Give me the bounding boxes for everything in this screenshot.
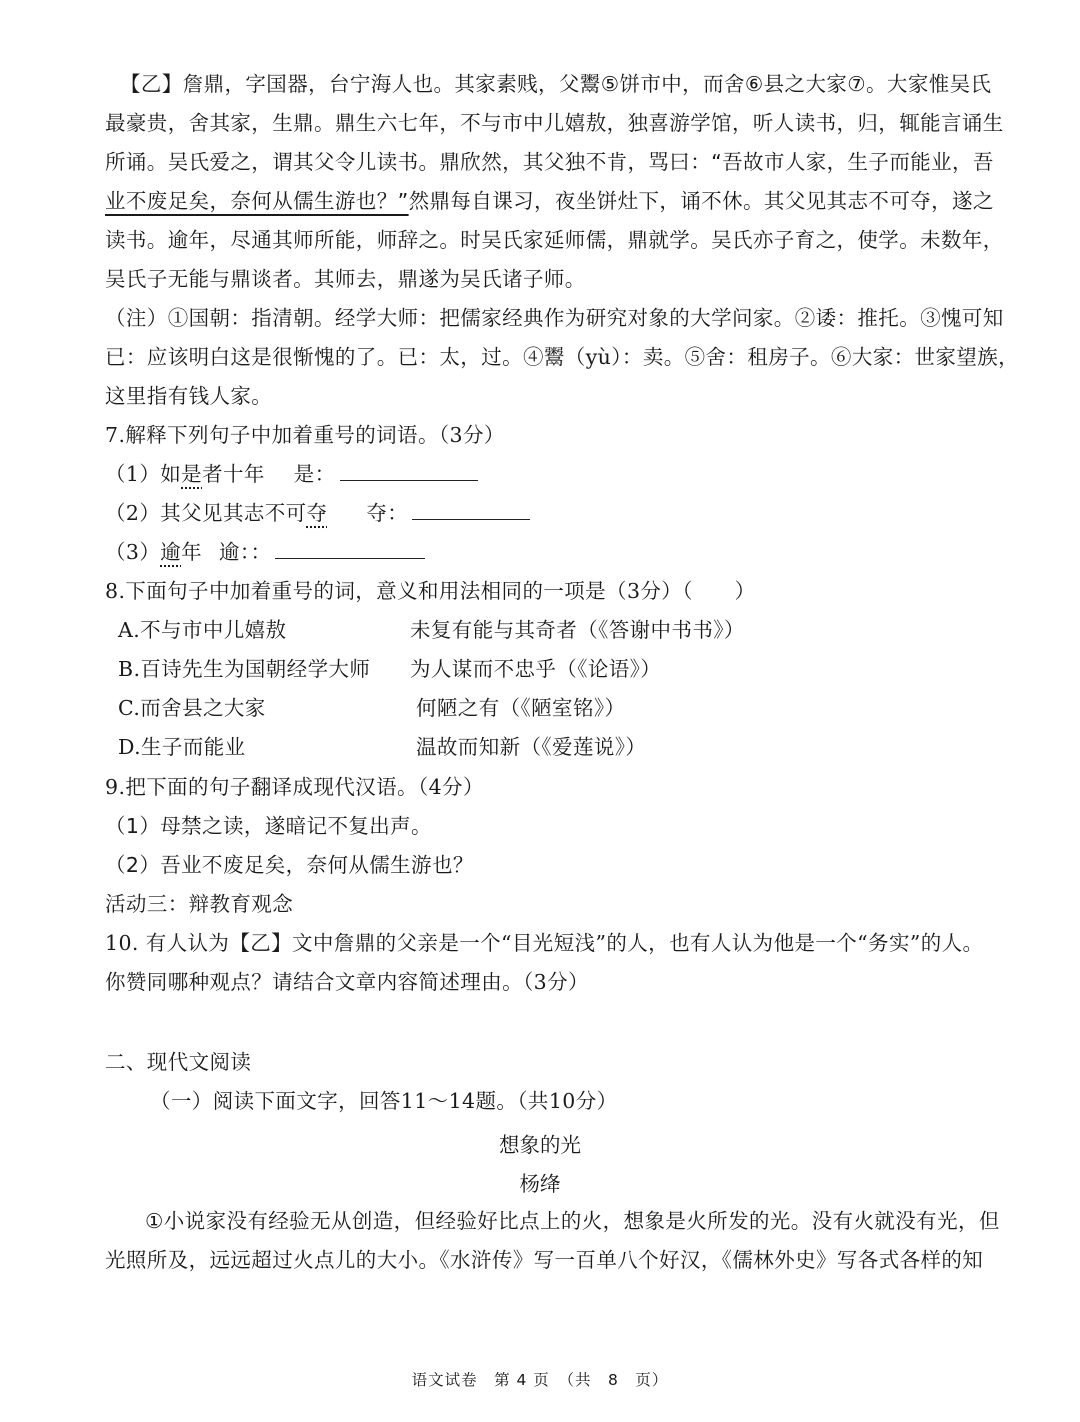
passage-yi-line-1: 【乙】詹鼎，字国器，台宁海人也。其家素贱，父鬻⑤饼市中，而舍⑥县之大家⑦。大家惟吴氏 (120, 72, 992, 96)
q7-item-3-label: 逾：： (218, 540, 272, 564)
q8-option-c-left[interactable]: C.而舍县之大家 (118, 696, 266, 720)
q8-option-c-right: 何陋之有（《陋室铭》） (416, 696, 626, 720)
q7-item-1-answer-blank[interactable] (340, 460, 478, 481)
q7-item-3 (105, 538, 425, 566)
q7-item-1 (105, 460, 478, 488)
q9-item-1: （1）母禁之读，遂暗记不复出声。 (105, 814, 432, 838)
notes-line-1: （注）①国朝：指清朝。经学大师：把儒家经典作为研究对象的大学问家。②诿：推托。③愧可知 (105, 306, 1004, 330)
passage-yi-line-6: 吴氏子无能与鼎谈者。其师去，鼎遂为吴氏诸子师。 (105, 267, 586, 291)
q7-item-3-pre: （3） (105, 540, 161, 564)
q8-option-b-left[interactable]: B.百诗先生为国朝经学大师 (118, 657, 371, 681)
article-para-1-line-2: 光照所及，远远超过火点儿的大小。《水浒传》写一百单八个好汉，《儒林外史》写各式各样的知 (105, 1248, 984, 1272)
q7-title: 7.解释下列句子中加着重号的词语。（3分） (105, 423, 505, 447)
q7-item-2-pre: （2）其父见其志不可 (105, 501, 307, 525)
underlined-sentence: 业不废足矣，奈何从儒生游也？” (105, 189, 409, 213)
q7-item-3-post: 年 (181, 540, 203, 564)
passage-yi-line-2: 最豪贵，舍其家，生鼎。鼎生六七年，不与市中儿嬉敖，独喜游学馆，听人读书，归，辄能言诵生 (105, 111, 1004, 135)
q8-option-d-left[interactable]: D.生子而能业 (118, 735, 246, 759)
notes-line-3: 这里指有钱人家。 (105, 384, 273, 408)
q7-item-2-answer-blank[interactable] (412, 499, 530, 520)
article-author: 杨绛 (519, 1172, 561, 1196)
q8-option-a-left[interactable]: A.不与市中儿嬉敖 (118, 618, 287, 642)
q7-item-2-emph: 夺 (306, 501, 328, 525)
q8-option-d-right: 温故而知新（《爱莲说》） (416, 735, 647, 759)
q8-title: 8.下面句子中加着重号的词，意义和用法相同的一项是（3分）（ ） (105, 579, 756, 603)
q7-item-3-answer-blank[interactable] (275, 538, 425, 559)
q7-item-2 (105, 499, 530, 527)
passage-yi-line-4-rest: 然鼎每自课习，夜坐饼灶下，诵不休。其父见其志不可夺，遂之 (408, 189, 994, 213)
q7-item-1-label: 是： (293, 462, 336, 486)
q7-item-2-label: 夺： (366, 501, 409, 525)
q9-title: 9.把下面的句子翻译成现代汉语。（4分） (105, 775, 484, 799)
passage-yi-line-3: 所诵。吴氏爱之，谓其父令儿读书。鼎欣然，其父独不肯，骂曰：“吾故市人家，生子而能业，吾 (105, 150, 994, 174)
passage-yi-line-5: 读书。逾年，尽通其师所能，师辞之。时吴氏家延师儒，鼎就学。吴氏亦子育之，使学。未数年， (105, 228, 1004, 252)
activity-3-heading: 活动三：辩教育观念 (105, 892, 294, 916)
q10-line-1: 10. 有人认为【乙】文中詹鼎的父亲是一个“目光短浅”的人，也有人认为他是一个“务实”的人。 (105, 931, 984, 955)
q9-item-2: （2）吾业不废足矣，奈何从儒生游也？ (105, 853, 474, 877)
section-2-heading: 二、现代文阅读 (105, 1050, 252, 1074)
q10-line-2: 你赞同哪种观点？请结合文章内容简述理由。（3分） (105, 970, 589, 994)
notes-line-2: 已：应该明白这是很惭愧的了。已：太，过。④鬻（yù）：卖。⑤舍：租房子。⑥大家：世家望族， (105, 345, 1020, 369)
q7-item-3-emph: 逾 (160, 540, 182, 564)
q7-item-1-emph: 是 (181, 462, 203, 486)
article-title: 想象的光 (499, 1133, 581, 1157)
q8-option-b-right: 为人谋而不忠乎（《论语》） (410, 657, 662, 681)
page-footer: 语文试卷 第 4 页 （共 8 页） (411, 1371, 669, 1389)
section-2-subheading: （一）阅读下面文字，回答11～14题。（共10分） (150, 1089, 618, 1113)
q7-item-1-pre: （1）如 (105, 462, 182, 486)
q7-item-1-post: 者十年 (202, 462, 265, 486)
q8-option-a-right: 未复有能与其奇者（《答谢中书书》） (410, 618, 745, 642)
passage-yi-line-4 (105, 187, 994, 215)
article-para-1-line-1: ①小说家没有经验无从创造，但经验好比点上的火，想象是火所发的光。没有火就没有光，但 (145, 1209, 1000, 1233)
